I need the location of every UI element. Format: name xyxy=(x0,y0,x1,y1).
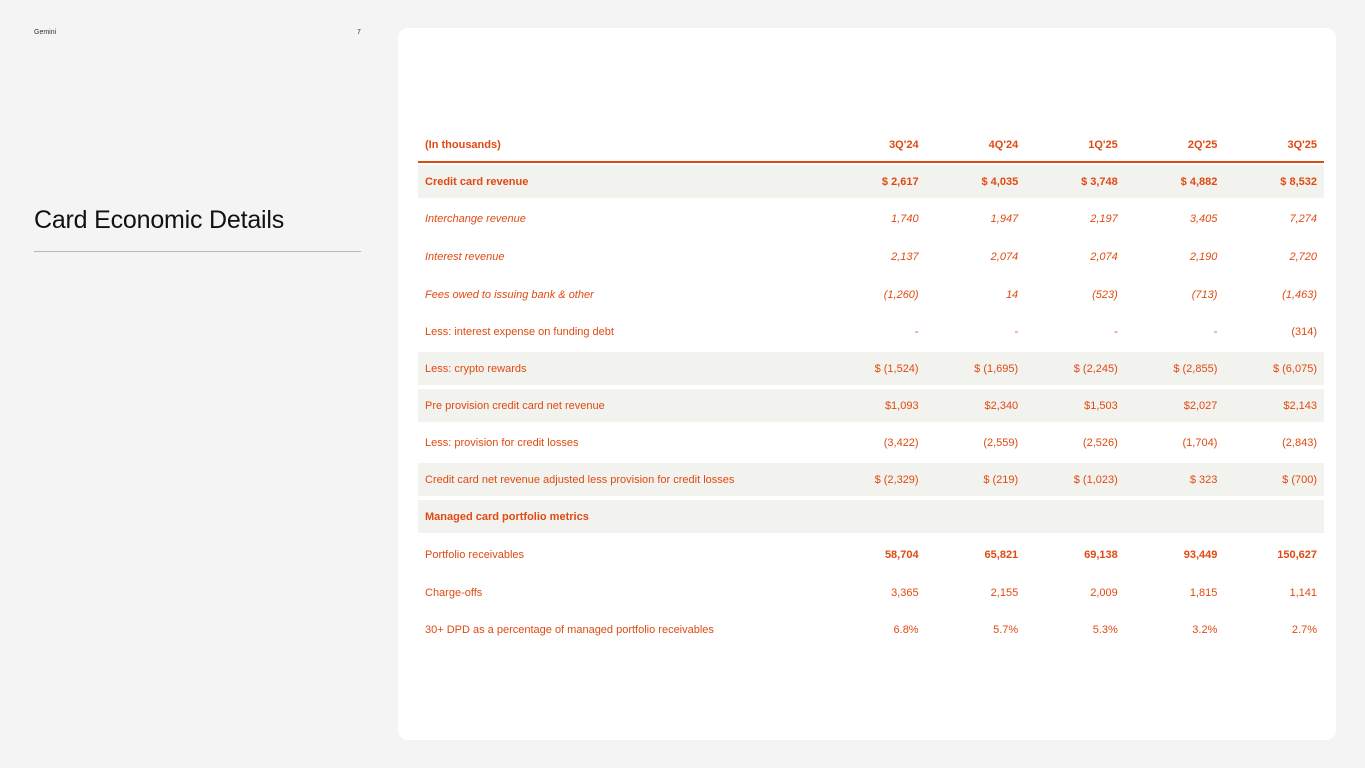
cell-value: $1,503 xyxy=(1025,387,1125,424)
row-label: Charge-offs xyxy=(425,586,483,599)
cell-value: 2,197 xyxy=(1090,212,1118,225)
cell-value: $ (2,855) xyxy=(1125,350,1225,387)
row-label: Interchange revenue xyxy=(425,212,526,225)
cell-value: $ 323 xyxy=(1125,461,1225,498)
row-label: Interest revenue xyxy=(425,250,505,263)
table-row-interest-revenue xyxy=(418,237,1324,276)
cell-value: $ (1,023) xyxy=(1025,461,1125,498)
cell-value xyxy=(926,498,1026,535)
row-label: 30+ DPD as a percentage of managed portfolio receivables xyxy=(425,623,714,636)
cell-value xyxy=(1125,498,1225,535)
table-row-pre-provision-net-revenue xyxy=(418,387,1324,424)
cell-value: 1,740 xyxy=(891,212,919,225)
table-row-net-revenue-adjusted xyxy=(418,461,1324,498)
cell-value: (1,463) xyxy=(1282,288,1317,301)
cell-value: 14 xyxy=(1005,288,1019,301)
cell-value: 2,074 xyxy=(990,250,1019,263)
cell-value: 93,449 xyxy=(1183,548,1218,561)
cell-value: - xyxy=(1213,325,1218,338)
cell-value: 69,138 xyxy=(1084,548,1118,561)
cell-value xyxy=(1224,498,1324,535)
table-row-interchange-revenue xyxy=(418,200,1324,237)
table-row-portfolio-receivables xyxy=(418,535,1324,574)
table-row-30-dpd-percentage xyxy=(418,611,1324,648)
column-header-3q25: 3Q'25 xyxy=(1224,128,1324,163)
card-economics-table xyxy=(418,128,1324,648)
page-number: 7 xyxy=(357,29,361,36)
table-row-charge-offs xyxy=(418,574,1324,611)
column-header-1q25: 1Q'25 xyxy=(1025,128,1125,163)
row-label: Pre provision credit card net revenue xyxy=(418,387,826,424)
cell-value: (1,704) xyxy=(1182,436,1218,449)
cell-value: $ (2,329) xyxy=(826,461,926,498)
cell-value: - xyxy=(1014,325,1019,338)
cell-value: - xyxy=(1114,325,1118,338)
cell-value: 58,704 xyxy=(884,548,919,561)
table-row-credit-card-revenue xyxy=(418,163,1324,200)
cell-value: $ (700) xyxy=(1224,461,1324,498)
cell-value: $2,340 xyxy=(926,387,1026,424)
cell-value: (523) xyxy=(1092,288,1118,301)
cell-value: 65,821 xyxy=(984,548,1019,561)
cell-value: 7,274 xyxy=(1289,212,1317,225)
cell-value: (2,526) xyxy=(1082,436,1118,449)
cell-value: 2,074 xyxy=(1090,250,1118,263)
table-card xyxy=(398,28,1336,740)
cell-value: (1,260) xyxy=(883,288,919,301)
cell-value: 2.7% xyxy=(1291,623,1317,636)
cell-value: 3.2% xyxy=(1192,623,1218,636)
row-label: Less: provision for credit losses xyxy=(425,436,579,449)
cell-value: 5.3% xyxy=(1092,623,1118,636)
cell-value: (2,559) xyxy=(983,436,1019,449)
cell-value: 1,947 xyxy=(990,212,1019,225)
column-header-2q25: 2Q'25 xyxy=(1125,128,1225,163)
table-row-fees-owed xyxy=(418,276,1324,313)
cell-value: $ 4,882 xyxy=(1125,163,1225,200)
cell-value: 6.8% xyxy=(893,623,919,636)
cell-value: $ 2,617 xyxy=(826,163,926,200)
cell-value: $ (1,524) xyxy=(826,350,926,387)
cell-value: 2,720 xyxy=(1289,250,1317,263)
cell-value: 1,815 xyxy=(1189,586,1218,599)
cell-value: - xyxy=(914,325,919,338)
cell-value: (2,843) xyxy=(1282,436,1317,449)
table-row-crypto-rewards xyxy=(418,350,1324,387)
cell-value: 5.7% xyxy=(993,623,1019,636)
column-header-units: (In thousands) xyxy=(418,128,826,163)
cell-value: 3,365 xyxy=(891,586,919,599)
cell-value: 2,137 xyxy=(891,250,919,263)
cell-value: $ 8,532 xyxy=(1224,163,1324,200)
cell-value: 1,141 xyxy=(1289,586,1317,599)
table-header-row xyxy=(418,128,1324,163)
table-row-portfolio-metrics-header xyxy=(418,498,1324,535)
cell-value xyxy=(826,498,926,535)
cell-value: 2,009 xyxy=(1090,586,1118,599)
row-label: Less: crypto rewards xyxy=(418,350,826,387)
cell-value: $2,027 xyxy=(1125,387,1225,424)
cell-value xyxy=(1025,498,1125,535)
row-label: Credit card revenue xyxy=(418,163,826,200)
cell-value: 3,405 xyxy=(1189,212,1218,225)
cell-value: 150,627 xyxy=(1277,548,1317,561)
row-label: Portfolio receivables xyxy=(425,548,525,561)
cell-value: $1,093 xyxy=(826,387,926,424)
row-label: Less: interest expense on funding debt xyxy=(425,325,614,338)
cell-value: 2,190 xyxy=(1189,250,1218,263)
row-label: Fees owed to issuing bank & other xyxy=(425,288,594,301)
brand-label: Gemini xyxy=(34,29,57,36)
cell-value: $ (6,075) xyxy=(1224,350,1324,387)
column-header-4q24: 4Q'24 xyxy=(926,128,1026,163)
row-label: Credit card net revenue adjusted less provision for credit losses xyxy=(418,461,826,498)
cell-value: (3,422) xyxy=(883,436,919,449)
cell-value: (314) xyxy=(1291,325,1317,338)
cell-value: $ (219) xyxy=(926,461,1026,498)
cell-value: $ (1,695) xyxy=(926,350,1026,387)
title-divider xyxy=(34,251,361,252)
cell-value: $2,143 xyxy=(1224,387,1324,424)
table-row-provision-credit-losses xyxy=(418,424,1324,461)
cell-value: $ (2,245) xyxy=(1025,350,1125,387)
cell-value: (713) xyxy=(1191,288,1218,301)
column-header-3q24: 3Q'24 xyxy=(826,128,926,163)
cell-value: $ 3,748 xyxy=(1025,163,1125,200)
cell-value: 2,155 xyxy=(990,586,1019,599)
cell-value: $ 4,035 xyxy=(926,163,1026,200)
section-label: Managed card portfolio metrics xyxy=(418,498,826,535)
page-title: Card Economic Details xyxy=(34,206,285,234)
table-row-interest-expense xyxy=(418,313,1324,350)
